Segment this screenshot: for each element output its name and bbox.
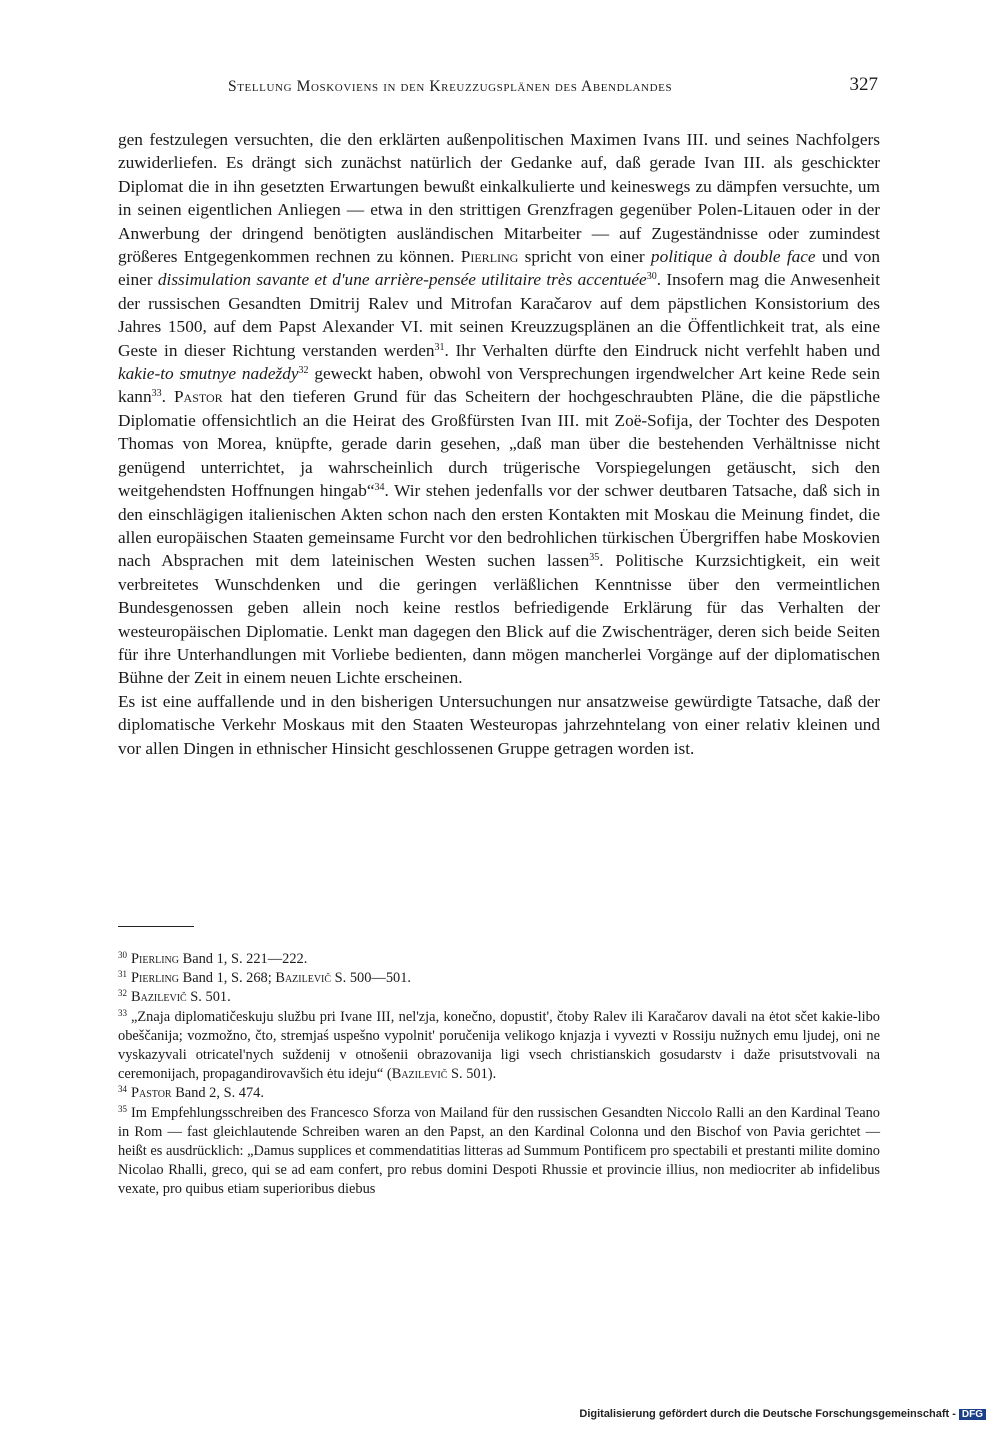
footnote-ref-33[interactable]: 33 bbox=[151, 388, 162, 400]
footnotes bbox=[118, 950, 880, 1200]
page-header bbox=[118, 74, 880, 104]
footnote-33: $^{33}$ „Znaja diplomatičeskuju službu pri Ivane III, nel'zja, konečno, dopustit', čtoby Ralev ili Karačarov davali na ėtot sčet kakie-libo obeščanija; vozmožno, čto, stremjaś uspešno vypolnit' poručenija velikogo knjazja i vyvezti v Rossiju nužnych emu ljudej, oni ne vyskazyvali otricatel'nych suždenij v otnošenii obrazovanija ligi vsech christianskich gosudarstv i daže prisutstvovali na ceremonijach, propagandirovavšich ėtu ideju“ (Bazilevič S. 501). bbox=[118, 1007, 880, 1083]
main-text bbox=[118, 128, 880, 760]
footnote-30: $^{30}$ Pierling Band 1, S. 221—222. bbox=[118, 950, 308, 967]
quote-italic: kakie-to smutnye nadeždy bbox=[118, 364, 299, 384]
footnote-ref-35[interactable]: 35 bbox=[589, 552, 600, 564]
footer-text: Digitalisierung gefördert durch die Deutsche Forschungsgemeinschaft - bbox=[579, 1408, 956, 1420]
paragraph-2: Es ist eine auffallende und in den bisherigen Untersuchungen nur ansatzweise gewürdigte Tatsache, daß der diplomatische Verkehr Moskaus mit den Staaten Westeuropas jahrzehntelang von einer relativ kleinen und vor allen Dingen in ethnischer Hinsicht geschlossenen Gruppe getragen worden ist. bbox=[118, 691, 880, 758]
dfg-logo-icon: DFG bbox=[959, 1409, 986, 1420]
footnote-ref-30[interactable]: 30 bbox=[646, 271, 657, 283]
footnote-ref-31[interactable]: 31 bbox=[434, 341, 445, 353]
footnote-34: $^{34}$ Pastor Band 2, S. 474. bbox=[118, 1084, 264, 1102]
quote-italic: politique à double face bbox=[650, 247, 816, 267]
footnote-ref-32[interactable]: 32 bbox=[298, 365, 309, 377]
footnote-32: $^{32}$ Bazilevič S. 501. bbox=[118, 988, 231, 1006]
running-title: Stellung Moskoviens in den Kreuzzugsplänen des Abendlandes bbox=[228, 78, 673, 95]
quote-italic: dissimulation savante et d'une arrière-pensée utilitaire très accentuée bbox=[157, 270, 647, 290]
footnote-ref-34[interactable]: 34 bbox=[374, 482, 385, 494]
digitization-footer bbox=[579, 1408, 986, 1420]
paragraph-1: gen festzulegen versuchten, die den erklärten außenpolitischen Maximen Ivans III. und seines Nachfolgers zuwiderliefen. Es drängt sich zunächst natürlich der Gedanke auf, daß gerade Ivan III. als geschickter Diplomat die in ihn gesetzten Erwartungen bewußt einkalkulierte und keineswegs zu dämpfen versuchte, um in seinen eigentlichen Anliegen — etwa in den strittigen Grenzfragen gegenüber Polen-Litauen oder in der Anwerbung der dringend benötigten ausländischen Mitarbeiter — auf Zugeständnisse oder zumindest größeres Entgegenkommen rechnen zu können. Pierling spricht von einer politique à double face und von einer dissimulation savante et d'une arrière-pensée utilitaire très accentuée$^{30}$. Insofern mag die Anwesenheit der russischen Gesandten Dmitrij Ralev und Mitrofan Karačarov auf dem päpstlichen Konsistorium des Jahres 1500, auf dem Papst Alexander VI. mit seinen Kreuzzugsplänen an die Öffentlichkeit trat, als eine Geste in dieser Richtung verstanden werden$^{31}$. Ihr Verhalten dürfte den Eindruck nicht verfehlt haben und kakie-to smutnye nadeždy$^{32}$ geweckt haben, obwohl von Versprechungen irgendwelcher Art keine Rede sein kann$^{33}$. Pastor hat den tieferen Grund für das Scheitern der hochgeschraubten Pläne, die die päpstliche Diplomatie offensichtlich an die Heirat des Großfürsten Ivan III. mit Zoë-Sofija, der Tochter des Despoten Thomas von Morea, knüpfte, gerade darin gesehen, „daß man über die bestehenden Verhältnisse nicht genügend unterrichtet, ja wahrscheinlich durch trügerische Vorspiegelungen getäuscht, sich den weitgehendsten Hoffnungen hingab“$^{34}$. Wir stehen jedenfalls vor der schwer deutbaren Tatsache, daß sich in den einschlägigen italienischen Akten schon nach den ersten Kontakten mit Moskau die Meinung findet, die allen europäischen Staaten gemeinsame Furcht vor den bedrohlichen türkischen Übergriffen habe Moskovien nach Absprachen mit dem lateinischen Westen suchen lassen$^{35}$. Politische Kurzsichtigkeit, ein weit verbreitetes Wunschdenken und die geringen verläßlichen Kenntnisse über den vermeintlichen Bundesgenossen geben allein noch keine restlos befriedigende Erklärung für das Verhalten der westeuropäischen Diplomatie. Lenkt man dagegen den Blick auf die Zwischenträger, deren sich beide Seiten für ihre Unterhandlungen mit Vorliebe bedienten, dann mögen mancherlei Vorgänge auf der diplomatischen Bühne der Zeit in einem neuen Lichte erscheinen. bbox=[118, 130, 881, 688]
page-number: 327 bbox=[849, 74, 878, 95]
author-pierling: Pierling bbox=[460, 247, 519, 267]
footnote-35: $^{35}$ Im Empfehlungsschreiben des Francesco Sforza von Mailand für den russischen Gesandten Niccolo Ralli an den Kardinal Teano in Rom — fast gleichlautende Schreiben waren an den Papst, an den Kardinal Colonna und den Bischof von Pavia gerichtet — heißt es ausdrücklich: „Damus supplices et commendatitias litteras ad Summum Pontificem pro spectabili et prestanti milite domino Nicolao Rhalli, greco, qui se ad eam confert, pro rebus domini Despoti Rhussie et provincie illius, non mediocriter ab infidelibus vexate, pro quibus etiam superioribus diebus bbox=[118, 1103, 880, 1198]
footnote-31: $^{31}$ Pierling Band 1, S. 268; Bazilevič S. 500—501. bbox=[118, 969, 412, 987]
author-pastor: Pastor bbox=[173, 387, 223, 407]
footnote-divider bbox=[118, 926, 194, 927]
